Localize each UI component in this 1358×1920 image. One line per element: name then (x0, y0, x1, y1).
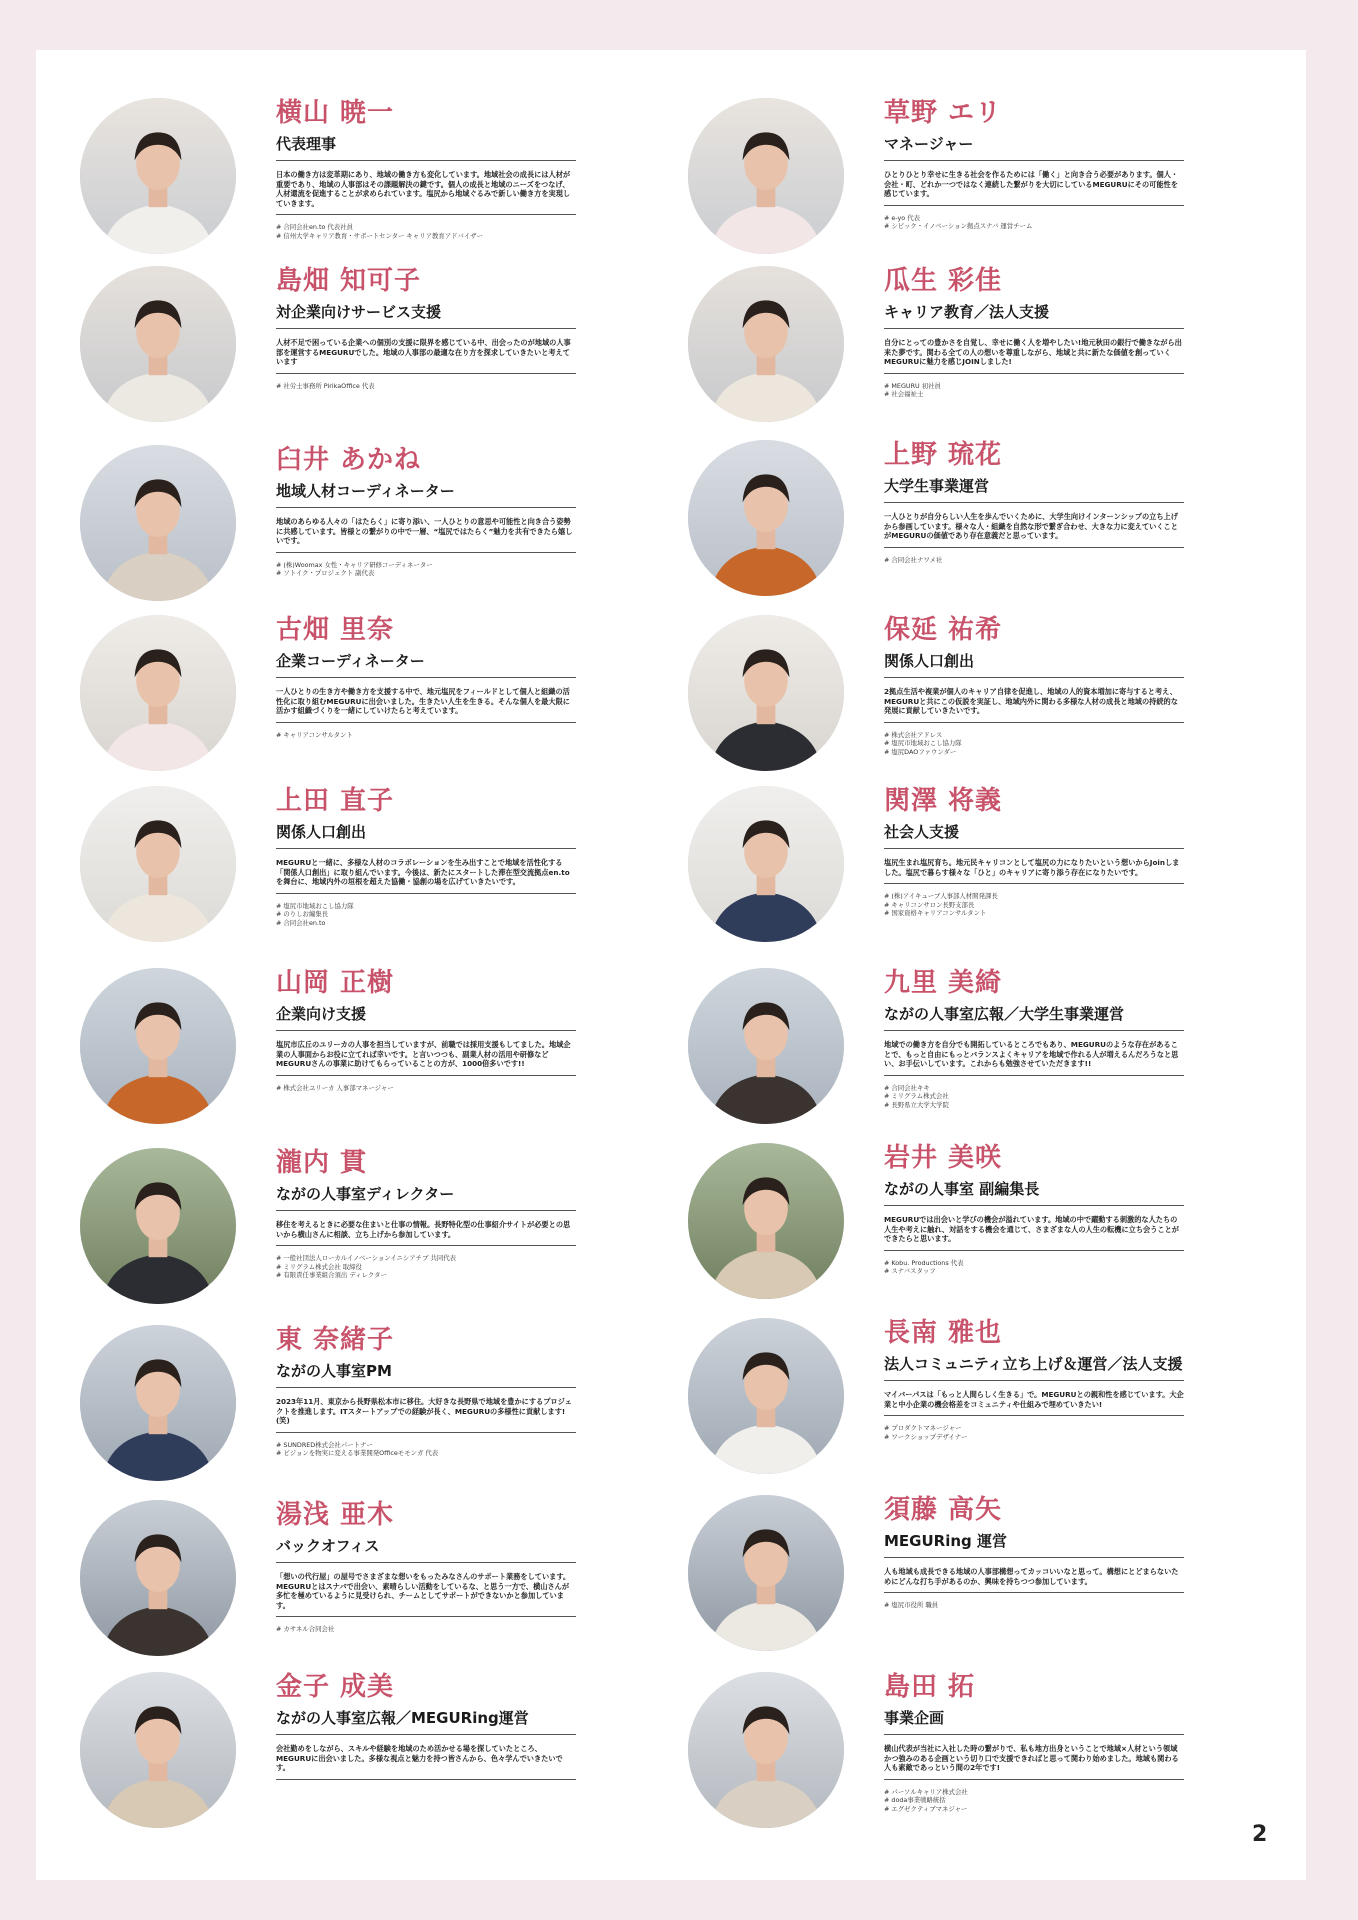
page (36, 50, 1306, 1880)
member-tag: # 社労士事務所 PirikaOffice 代表 (276, 382, 576, 391)
member-name: 金子 成美 (276, 1672, 395, 1702)
divider (884, 1415, 1184, 1416)
member-tag: # ミリグラム株式会社 取締役 (276, 1263, 576, 1272)
divider (884, 677, 1184, 678)
divider (884, 328, 1184, 329)
member-role: 法人コミュニティ立ち上げ＆運営／法人支援 (884, 1355, 1183, 1373)
member-photo (80, 266, 236, 422)
member-tag: # カサネル合同会社 (276, 1625, 576, 1634)
member-tag: # MEGURU 初社員 (884, 382, 1184, 391)
member-card (688, 786, 1298, 956)
member-tag: # 社会福祉士 (884, 390, 1184, 399)
divider (276, 373, 576, 374)
divider (276, 552, 576, 553)
member-tag: # 合同会社キキ (884, 1084, 1184, 1093)
divider (276, 1245, 576, 1246)
divider (276, 1387, 576, 1388)
member-role: バックオフィス (276, 1537, 380, 1555)
member-card (80, 1148, 690, 1318)
member-description: マイバーパスは「もっと人間らしく生きる」で。MEGURUとの親和性を感じています。大企業と中小企業の機会格差をコミュニティや仕組みで埋めていきたい! (884, 1390, 1184, 1409)
member-tags (884, 1259, 1184, 1276)
member-role: ながの人事室ディレクター (276, 1185, 455, 1203)
member-role: 企業コーディネーター (276, 652, 425, 670)
member-description: 自分にとっての豊かさを自覚し、幸せに働く人を増やしたい!地元秋田の銀行で働きながら出来た夢です。関わる全ての人の想いを尊重しながら、地域と共に新たな価値を創っていくMEGURUに魅力を感じJOINしました! (884, 338, 1182, 367)
member-role: 関係人口創出 (276, 823, 367, 841)
member-tags (276, 1625, 576, 1634)
member-description: 「想いの代行屋」の屋号でさまざまな想いをもったみなさんのサポート業務をしています。MEGURUとはスナバで出会い、素晴らしい活動をしているな、と思う一方で、横山さんが多忙を極めているように見受けられ、チームとしてサポートができないかと参加しています。 (276, 1572, 571, 1610)
member-description: MEGURUでは出会いと学びの機会が溢れています。地域の中で躍動する刺激的な人たちの人生や考えに触れ、対話をする機会を通じて、さまざまな人の人生の転機に立ち会うことができたらと思います。 (884, 1215, 1179, 1244)
member-photo (80, 1672, 236, 1828)
divider (276, 848, 576, 849)
member-tags (276, 1254, 576, 1280)
member-photo (688, 1143, 844, 1299)
member-tag: # (株)Woomax 女性・キャリア研修コーディネーター (276, 561, 576, 570)
member-role: 企業向け支援 (276, 1005, 367, 1023)
member-name: 長南 雅也 (884, 1318, 1003, 1348)
member-tag: # パーソルキャリア株式会社 (884, 1788, 1184, 1797)
member-tag: # キャリアコンサルタント (276, 731, 576, 740)
member-tag: # e-yo 代表 (884, 214, 1184, 223)
member-tag: # キャリコンサロン長野支部長 (884, 901, 1184, 910)
member-tag: # ビジョンを物実に変える事業開発Officeモモンガ 代表 (276, 1449, 576, 1458)
member-description: 塩尻市広丘のユリーカの人事を担当していますが、前職では採用支援もしてました。地域企業の人事面からお役に立てれば幸いです。と言いつつも、副業人材の活用や研修などMEGURUさんの事業に助けてもらっていることの方が、1000倍多いです!! (276, 1040, 571, 1069)
member-tag: # 有限責任事業組合須出 ディレクター (276, 1271, 576, 1280)
member-role: ながの人事室広報／MEGURing運営 (276, 1709, 529, 1727)
member-description: 2拠点生活や複業が個人のキャリア自律を促進し、地域の人的資本増加に寄与すると考え、MEGURUと共にこの仮説を実証し、地域内外に関わる多様な人材の成長と地域の持続的な発展に貢献していきたいです。 (884, 687, 1178, 716)
member-info (276, 266, 576, 390)
member-tags (276, 223, 576, 240)
member-tags (276, 382, 576, 391)
member-card (80, 615, 690, 785)
member-card (688, 440, 1298, 610)
member-card (688, 968, 1298, 1138)
member-info (884, 968, 1184, 1110)
member-name: 臼井 あかね (276, 445, 422, 475)
divider (276, 507, 576, 508)
member-name: 瓜生 彩佳 (884, 266, 1003, 296)
member-tag: # シビック・イノベーション拠点スナバ 運営チーム (884, 222, 1184, 231)
divider (884, 160, 1184, 161)
member-info (276, 615, 576, 739)
member-description: 塩尻生まれ塩尻育ち。地元民キャリコンとして塩尻の力になりたいという想いからJoinしました。塩尻で暮らす様々な「ひと」のキャリアに寄り添う存在になりたいです。 (884, 858, 1180, 877)
member-info (276, 786, 576, 928)
member-photo (688, 98, 844, 254)
member-photo (80, 445, 236, 601)
member-tag: # 塩尻市地域おこし協力隊 (276, 902, 576, 911)
member-photo (688, 1495, 844, 1651)
member-card (688, 266, 1298, 436)
member-tag: # 塩尻市地域おこし協力隊 (884, 739, 1184, 748)
member-tag: # スナバスタッフ (884, 1267, 1184, 1276)
member-tag: # doda事業戦略統括 (884, 1796, 1184, 1805)
member-name: 東 奈緒子 (276, 1325, 395, 1355)
member-tag: # ワークショップデザイナー (884, 1433, 1184, 1442)
divider (884, 547, 1184, 548)
divider (276, 1432, 576, 1433)
divider (276, 1030, 576, 1031)
member-info (884, 1318, 1184, 1441)
member-name: 保延 祐希 (884, 615, 1003, 645)
divider (276, 1734, 576, 1735)
divider (276, 1562, 576, 1563)
divider (276, 722, 576, 723)
member-info (884, 1143, 1184, 1276)
member-info (884, 266, 1184, 399)
member-tag: # エグゼクティブマネジャー (884, 1805, 1184, 1814)
divider (884, 1030, 1184, 1031)
member-tag: # 株式会社ユリーカ 人事部マネージャー (276, 1084, 576, 1093)
divider (884, 1250, 1184, 1251)
member-description: MEGURUと一緒に、多様な人材のコラボレーションを生み出すことで地域を活性化する「関係人口創出」に取り組んでいます。今後は、新たにスタートした滞在型交流拠点en.toを舞台に、地域内外の垣根を超えた協働・協創の場を広げていきたいです。 (276, 858, 570, 887)
divider (884, 1592, 1184, 1593)
member-name: 岩井 美咲 (884, 1143, 1003, 1173)
member-tag: # Kobu. Productions 代表 (884, 1259, 1184, 1268)
member-role: ながの人事室広報／大学生事業運営 (884, 1005, 1125, 1023)
member-photo (688, 1672, 844, 1828)
member-name: 須藤 高矢 (884, 1495, 1003, 1525)
divider (276, 1616, 576, 1617)
member-tag: # 国家資格キャリアコンサルタント (884, 909, 1184, 918)
member-card (80, 1500, 690, 1670)
member-card (80, 445, 690, 615)
member-role: 大学生事業運営 (884, 477, 990, 495)
member-name: 九里 美綺 (884, 968, 1003, 998)
member-description: 移住を考えるときに必要な住まいと仕事の情報。長野特化型の仕事紹介サイトが必要との思いから横山さんに相談、立ち上げから参加しています。 (276, 1220, 571, 1239)
divider (884, 502, 1184, 503)
member-photo (80, 1500, 236, 1656)
divider (884, 1779, 1184, 1780)
member-name: 山岡 正樹 (276, 968, 395, 998)
member-tag: # プロダクトマネージャー (884, 1424, 1184, 1433)
divider (276, 160, 576, 161)
member-name: 上田 直子 (276, 786, 395, 816)
member-tag: # 株式会社アドレス (884, 731, 1184, 740)
member-card (688, 98, 1298, 268)
member-name: 上野 琉花 (884, 440, 1003, 470)
member-info (276, 1672, 576, 1788)
member-role: マネージャー (884, 135, 974, 153)
member-photo (688, 615, 844, 771)
member-card (80, 266, 690, 436)
member-role: ながの人事室 副編集長 (884, 1180, 1040, 1198)
member-name: 湯浅 亜木 (276, 1500, 395, 1530)
member-tag: # 塩尻市役所 職員 (884, 1601, 1184, 1610)
member-info (276, 445, 576, 578)
member-info (884, 1672, 1184, 1814)
member-photo (80, 615, 236, 771)
member-photo (80, 786, 236, 942)
member-photo (80, 1325, 236, 1481)
member-info (276, 98, 576, 241)
divider (884, 1380, 1184, 1381)
divider (276, 677, 576, 678)
member-description: 地域のあらゆる人々の「はたらく」に寄り添い、一人ひとりの意思や可能性と向き合う姿勢に共感しています。皆様との繋がりの中で一層、“塩尻ではたらく”魅力を共有できたら嬉しいです。 (276, 517, 573, 546)
member-description: 一人ひとりの生き方や働き方を支援する中で、地元塩尻をフィールドとして個人と組織の活性化に取り組むMEGURUに出会いました。生きたい人生を生きる。そんな個人を最大限に活かす組織づくりを一緒にしていけたらと考えています。 (276, 687, 570, 716)
member-card (80, 1672, 690, 1842)
member-description: 一人ひとりが自分らしい人生を歩んでいくために、大学生向けインターンシップの立ち上げから参画しています。様々な人・組織を自然な形で繋ぎ合わせ、大きな力に変えていくことがMEGURUの価値であり存在意義だと思っています。 (884, 512, 1178, 541)
member-photo (688, 968, 844, 1124)
member-description: 人材不足で困っている企業への個別の支援に限界を感じている中、出会ったのが地域の人事部を運営するMEGURUでした。地域の人事部の最適な在り方を探求していきたいと考えています (276, 338, 571, 367)
member-description: 横山代表が当社に入社した時の繋がりで、私も地方出身ということで地域×人材という領域かつ強みのある企画という切り口で支援できればと思って関わり始めました。地域も関わる人も素敵であっという間の2年です! (884, 1744, 1179, 1773)
divider (884, 1734, 1184, 1735)
divider (276, 1075, 576, 1076)
divider (276, 214, 576, 215)
member-tag: # SUNDRED株式会社パートナー (276, 1441, 576, 1450)
member-name: 島畑 知可子 (276, 266, 422, 296)
member-tags (276, 1084, 576, 1093)
divider (884, 373, 1184, 374)
member-card (688, 1672, 1298, 1842)
member-photo (688, 786, 844, 942)
member-card (80, 968, 690, 1138)
divider (884, 722, 1184, 723)
member-info (884, 786, 1184, 918)
member-name: 関澤 将義 (884, 786, 1003, 816)
divider (276, 893, 576, 894)
member-tag: # ミリグラム株式会社 (884, 1092, 1184, 1101)
member-tags (884, 1424, 1184, 1441)
member-info (884, 440, 1184, 564)
member-description: 人も地域も成長できる地域の人事部構想ってカッコいいなと思って。構想にとどまらないためにどんな打ち手があるのか、興味を持ちつつ参加しています。 (884, 1567, 1179, 1586)
member-description: 地域での働き方を自分でも開拓しているところでもあり、MEGURUのような存在があることで、もっと自由にもっとバランスよくキャリアを地域で作れる人が増えるんだろうなと思い、お手伝いしています。これからも勉強させていただきます!! (884, 1040, 1179, 1069)
member-info (884, 1495, 1184, 1610)
member-tags (884, 382, 1184, 399)
member-role: 事業企画 (884, 1709, 945, 1727)
member-card (80, 786, 690, 956)
divider (276, 328, 576, 329)
member-tags (884, 556, 1184, 565)
member-tag: # 塩尻DAOファウンダー (884, 748, 1184, 757)
member-tag: # 合同会社en.to (276, 919, 576, 928)
member-tags (884, 892, 1184, 918)
member-card (688, 1495, 1298, 1665)
member-tags (276, 731, 576, 740)
member-role: ながの人事室PM (276, 1362, 392, 1380)
member-photo (80, 1148, 236, 1304)
divider (276, 1210, 576, 1211)
member-name: 草野 エリ (884, 98, 1003, 128)
member-tags (884, 731, 1184, 757)
member-description: 会社勤めをしながら、スキルや経験を地域のため活かせる場を探していたところ、MEGURUに出会いました。多様な視点と魅力を持つ皆さんから、色々学んでいきたいです。 (276, 1744, 563, 1773)
divider (884, 848, 1184, 849)
member-card (688, 1143, 1298, 1313)
member-role: MEGURing 運営 (884, 1532, 1007, 1550)
member-tags (276, 561, 576, 578)
member-tags (884, 1788, 1184, 1814)
member-photo (688, 266, 844, 422)
member-info (276, 968, 576, 1092)
member-photo (688, 1318, 844, 1474)
member-description: 2023年11月、東京から長野県松本市に移住。大好きな長野県で地域を豊かにするプロジェクトを推進します。ITスタートアップでの経験が長く、MEGURUの多様性に貢献します!(笑) (276, 1397, 572, 1426)
divider (884, 883, 1184, 884)
member-info (884, 98, 1184, 231)
member-photo (80, 968, 236, 1124)
member-photo (688, 440, 844, 596)
member-role: 関係人口創出 (884, 652, 975, 670)
member-info (884, 615, 1184, 757)
member-tag: # 一般社団法人ローカルイノベーションイニシアチブ 共同代表 (276, 1254, 576, 1263)
member-tag: # ソトイク・プロジェクト 副代表 (276, 569, 576, 578)
member-tag: # (株)アイキューブ人事部人材開発課長 (884, 892, 1184, 901)
member-tag: # のりしお編集長 (276, 910, 576, 919)
member-card (80, 1325, 690, 1495)
member-tags (884, 214, 1184, 231)
member-tag: # 信州大学キャリア教育・サポートセンター キャリア教育アドバイザー (276, 232, 576, 241)
member-role: キャリア教育／法人支援 (884, 303, 1050, 321)
member-name: 古畑 里奈 (276, 615, 395, 645)
member-card (688, 615, 1298, 785)
member-role: 地域人材コーディネーター (276, 482, 455, 500)
member-tag: # 合同会社en.to 代表社員 (276, 223, 576, 232)
member-tags (276, 1441, 576, 1458)
member-info (276, 1325, 576, 1458)
member-card (80, 98, 690, 268)
member-photo (80, 98, 236, 254)
member-tags (884, 1601, 1184, 1610)
member-role: 代表理事 (276, 135, 337, 153)
member-tags (276, 902, 576, 928)
member-tag: # 長野県立大学大学院 (884, 1101, 1184, 1110)
member-role: 対企業向けサービス支援 (276, 303, 442, 321)
divider (276, 1779, 576, 1780)
member-tags (884, 1084, 1184, 1110)
member-role: 社会人支援 (884, 823, 960, 841)
divider (884, 205, 1184, 206)
member-info (276, 1148, 576, 1280)
divider (884, 1557, 1184, 1558)
member-name: 島田 拓 (884, 1672, 976, 1702)
member-description: 日本の働き方は変革期にあり、地域の働き方も変化しています。地域社会の成長には人材が重要であり、地域の人事部はその課題解決の鍵です。個人の成長と地域のニーズをつなげ、人材還流を促進することが求められています。塩尻から地域ぐるみで新しい働き方を実現していきます。 (276, 170, 571, 208)
member-description: ひとりひとり幸せに生きる社会を作るためには「働く」と向き合う必要があります。個人・会社・町、どれか一つではなく連続した繋がりを大切にしているMEGURUにその可能性を感じています。 (884, 170, 1179, 199)
member-tag: # 合同会社ナワメ社 (884, 556, 1184, 565)
member-card (688, 1318, 1298, 1488)
divider (884, 1205, 1184, 1206)
page-number: 2 (1252, 1822, 1268, 1847)
member-info (276, 1500, 576, 1634)
divider (884, 1075, 1184, 1076)
member-name: 瀧内 貫 (276, 1148, 368, 1178)
member-name: 横山 暁一 (276, 98, 395, 128)
